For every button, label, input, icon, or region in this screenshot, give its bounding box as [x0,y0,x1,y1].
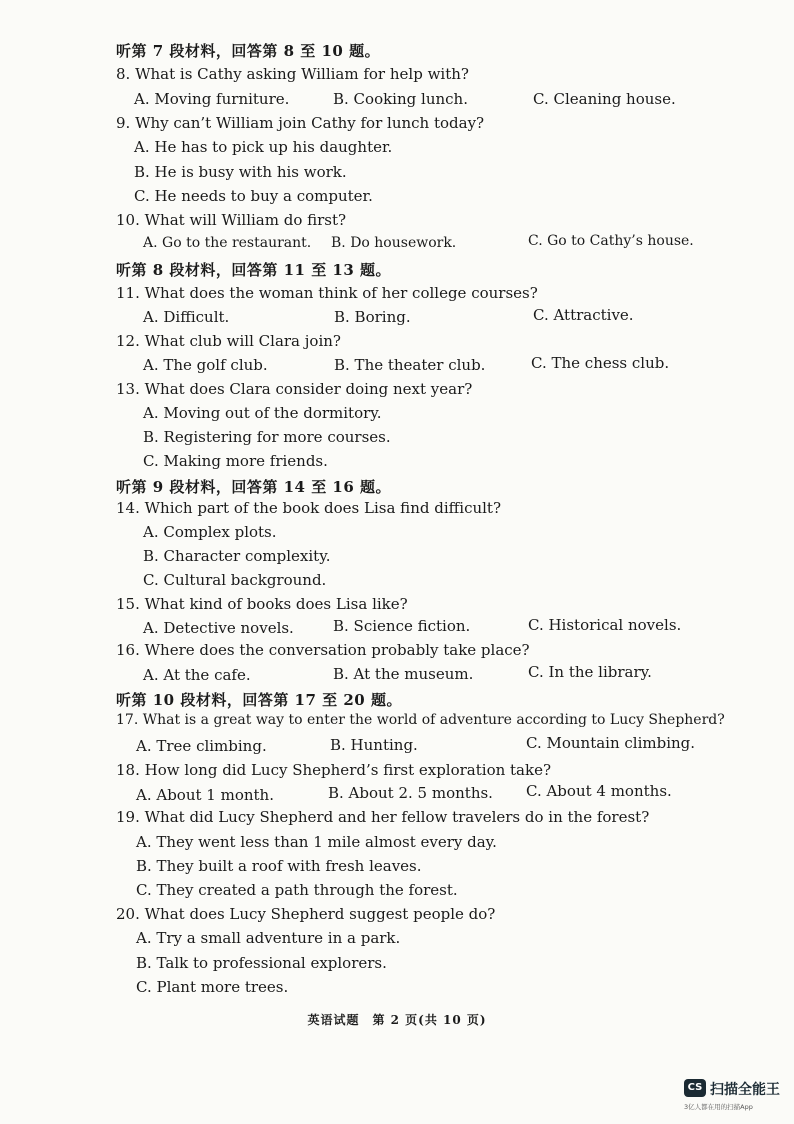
option-19b: B. They built a roof with fresh leaves. [136,857,422,875]
option-13a: A. Moving out of the dormitory. [143,404,382,422]
option-12a: A. The golf club. [143,356,268,374]
option-14b: B. Character complexity. [143,547,331,565]
option-10c: C. Go to Cathy’s house. [528,233,694,249]
question-8: 8. What is Cathy asking William for help with? [116,65,469,83]
option-8c: C. Cleaning house. [533,90,676,108]
option-8a: A. Moving furniture. [134,90,290,108]
section-header-9: 听第 9 段材料，回答第 14 至 16 题。 [116,478,392,496]
question-11: 11. What does the woman think of her college courses? [116,284,538,302]
option-11b: B. Boring. [334,308,411,326]
option-14c: C. Cultural background. [143,571,327,589]
question-14: 14. Which part of the book does Lisa find difficult? [116,499,502,517]
question-12: 12. What club will Clara join? [116,332,341,350]
option-17a: A. Tree climbing. [136,737,267,755]
option-18a: A. About 1 month. [136,786,274,804]
option-11c: C. Attractive. [533,306,634,324]
question-9: 9. Why can’t William join Cathy for lunch today? [116,114,485,132]
option-12c: C. The chess club. [531,354,670,372]
option-10b: B. Do housework. [331,235,457,251]
scanner-watermark [684,1078,784,1118]
option-17b: B. Hunting. [330,736,418,754]
option-15a: A. Detective novels. [143,619,294,637]
option-19a: A. They went less than 1 mile almost every day. [136,833,497,851]
option-16c: C. In the library. [528,663,652,681]
option-17c: C. Mountain climbing. [526,734,696,752]
watermark-tagline: 3亿人都在用的扫描App [684,1103,753,1111]
option-18b: B. About 2. 5 months. [328,784,493,802]
watermark-app-name: 扫描全能王 [710,1082,780,1098]
option-11a: A. Difficult. [143,308,230,326]
section-header-10: 听第 10 段材料，回答第 17 至 20 题。 [116,691,402,709]
option-15b: B. Science fiction. [333,617,471,635]
option-8b: B. Cooking lunch. [333,90,468,108]
option-14a: A. Complex plots. [143,523,277,541]
option-12b: B. The theater club. [334,356,486,374]
question-10: 10. What will William do first? [116,211,347,229]
option-20b: B. Talk to professional explorers. [136,954,387,972]
question-16: 16. Where does the conversation probably take place? [116,641,530,659]
option-18c: C. About 4 months. [526,782,672,800]
question-18: 18. How long did Lucy Shepherd’s first exploration take? [116,761,552,779]
section-header-7: 听第 7 段材料，回答第 8 至 10 题。 [116,42,381,60]
question-17: 17. What is a great way to enter the world of adventure according to Lucy Shepherd? [116,712,725,728]
question-15: 15. What kind of books does Lisa like? [116,595,408,613]
page-footer: 英语试题 第 2 页(共 10 页) [307,1013,487,1027]
option-10a: A. Go to the restaurant. [143,235,312,251]
option-19c: C. They created a path through the forest. [136,881,458,899]
option-9b: B. He is busy with his work. [134,163,347,181]
option-20a: A. Try a small adventure in a park. [136,929,401,947]
option-20c: C. Plant more trees. [136,978,289,996]
option-16a: A. At the cafe. [143,666,251,684]
option-13b: B. Registering for more courses. [143,428,391,446]
question-20: 20. What does Lucy Shepherd suggest people do? [116,905,496,923]
camscanner-logo-icon: CS [684,1079,706,1097]
option-15c: C. Historical novels. [528,616,682,634]
question-19: 19. What did Lucy Shepherd and her fellow travelers do in the forest? [116,808,650,826]
option-16b: B. At the museum. [333,665,474,683]
question-13: 13. What does Clara consider doing next year? [116,380,473,398]
option-9a: A. He has to pick up his daughter. [134,138,393,156]
option-9c: C. He needs to buy a computer. [134,187,373,205]
option-13c: C. Making more friends. [143,452,328,470]
section-header-8: 听第 8 段材料，回答第 11 至 13 题。 [116,261,392,279]
